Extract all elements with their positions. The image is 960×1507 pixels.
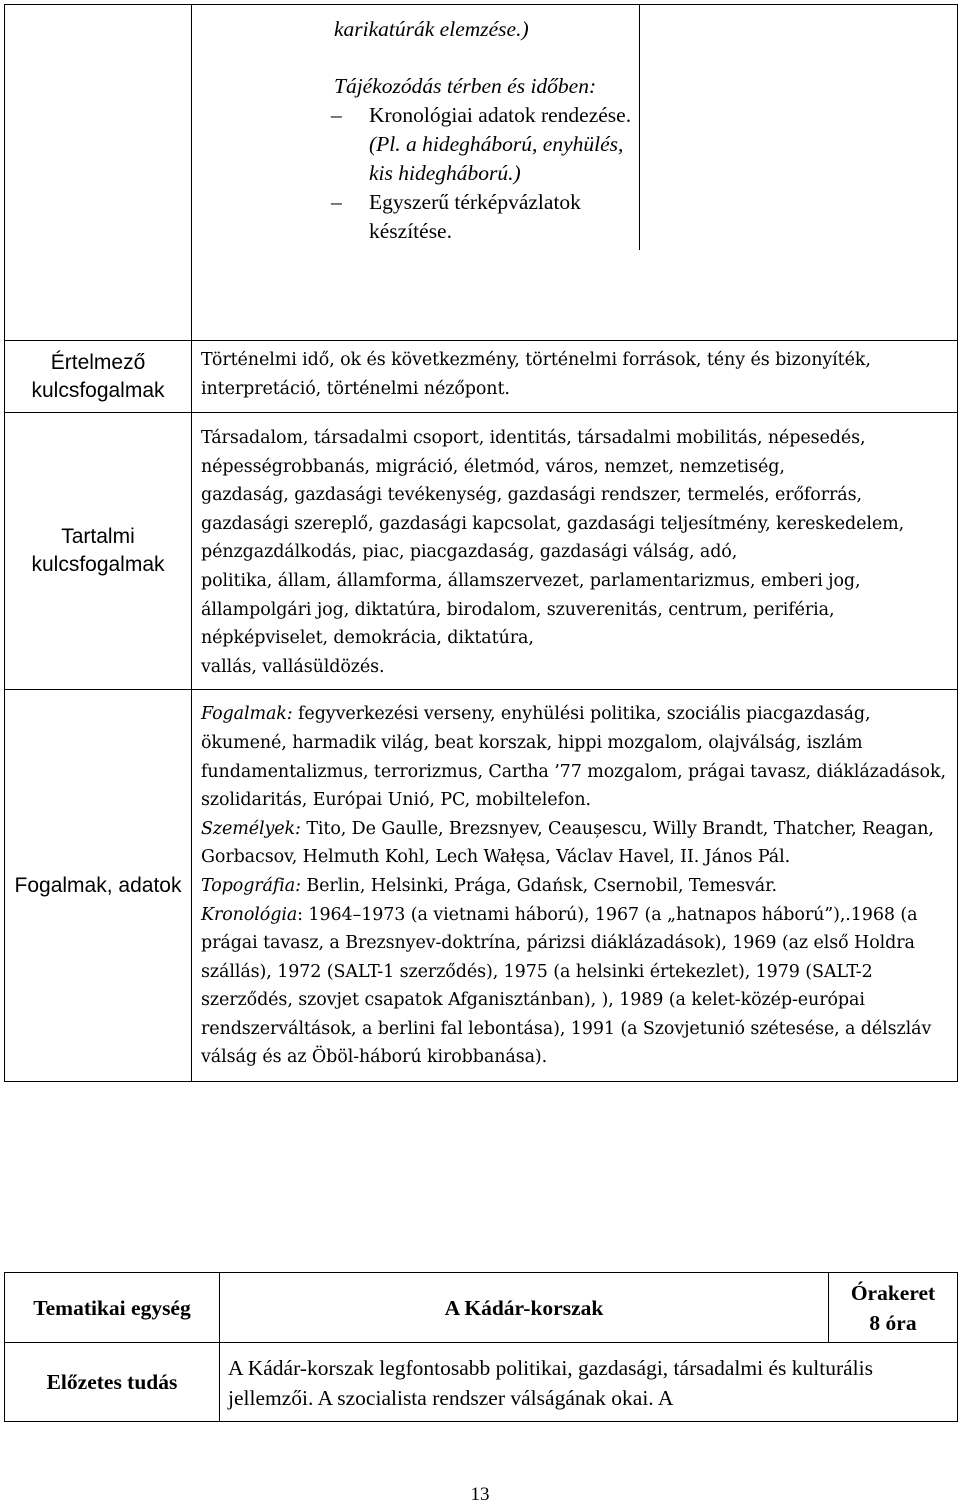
curriculum-table (4, 4, 958, 1082)
unit-label: Tematikai egység (5, 1273, 220, 1343)
topografia-paragraph: Topográfia: Berlin, Helsinki, Prága, Gdańsk, Csernobil, Temesvár. (201, 875, 777, 896)
hours-label: Órakeret (850, 1280, 936, 1305)
paragraph: politika, állam, államforma, államszervezet, parlamentarizmus, emberi jog, állampolgári jog, diktatúra, birodalom, szuverenitás, centrum, periféria, népképviselet, demokrácia, diktatúra, (201, 570, 861, 649)
orientation-heading: Tájékozódás térben és időben: (334, 74, 597, 98)
interpretive-concepts-text: Történelmi idő, ok és következmény, történelmi források, tény és bizonyíték, interpretáció, történelmi nézőpont. (192, 341, 958, 413)
concepts-data-text (192, 690, 958, 1082)
prior-knowledge-text: A Kádár-korszak legfontosabb politikai, gazdasági, társadalmi és kulturális jellemzői. A szocialista rendszer válságának okai. A (220, 1343, 958, 1422)
interpretive-concepts-row (5, 341, 958, 413)
page-number: 13 (470, 1484, 490, 1505)
content-concepts-row (5, 413, 958, 690)
empty-cell (640, 5, 957, 250)
unit-table (4, 1272, 958, 1422)
szemelyek-paragraph: Személyek: Tito, De Gaulle, Brezsnyev, Ceaușescu, Willy Brandt, Thatcher, Reagan, Gorbacsov, Helmuth Kohl, Lech Wałęsa, Václav Havel, II. János Pál. (201, 818, 934, 868)
dev-requirements-row (5, 5, 958, 341)
paragraph: gazdaság, gazdasági tevékenység, gazdasági rendszer, termelés, erőforrás, gazdasági szereplő, gazdasági kapcsolat, gazdasági teljesítmény, kereskedelem, pénzgazdálkodás, piac, piacgazdaság, gazdasági válság, adó, (201, 485, 905, 563)
list-item: – Egyszerű térképvázlatok készítése. (334, 188, 639, 246)
hours-value: 8 óra (869, 1310, 917, 1335)
row-label-concepts: Fogalmak, adatok (5, 690, 192, 1082)
paragraph: vallás, vallásüldözés. (201, 656, 385, 677)
dev-requirements-text (192, 5, 640, 250)
prior-knowledge-row (5, 1343, 958, 1422)
content-concepts-text (192, 413, 958, 690)
unit-title: A Kádár-korszak (220, 1273, 829, 1343)
intro-tail: karikatúrák elemzése.) (334, 17, 529, 41)
list-item: – Kronológiai adatok rendezése. (Pl. a hidegháború, enyhülés, kis hidegháború.) (334, 101, 639, 188)
dev-requirements-cell (192, 5, 958, 341)
orientation-list (334, 101, 639, 246)
concepts-data-row (5, 690, 958, 1082)
row-label-interpretive: Értelmező kulcsfogalmak (5, 341, 192, 413)
fogalmak-paragraph: Fogalmak: fegyverkezési verseny, enyhülési politika, szociális piacgazdaság, ökumené, harmadik világ, beat korszak, hippi mozgalom, olajválság, iszlám fundamentalizmus, terrorizmus, Cartha ’77 mozgalom, prágai tavasz, diáklázadások, szolidaritás, Európai Unió, PC, mobiltelefon. (201, 704, 946, 811)
unit-header-row (5, 1273, 958, 1343)
paragraph: Társadalom, társadalmi csoport, identitás, társadalmi mobilitás, népesedés, népességrobbanás, migráció, életmód, város, nemzet, nemzetiség, (201, 428, 866, 477)
prior-knowledge-label: Előzetes tudás (5, 1343, 220, 1422)
empty-label-cell (5, 5, 192, 341)
kronologia-paragraph: Kronológia: 1964–1973 (a vietnami háború), 1967 (a „hatnapos háború”),.1968 (a prágai tavasz, a Brezsnyev-doktrína, párizsi diáklázadások), 1969 (az első Holdra szállás), 1972 (SALT-1 szerződés), 1975 (a helsinki értekezlet), 1979 (SALT-2 szerződés, szovjet csapatok Afganisztánban), ), 1989 (a kelet-közép-európai rendszerváltások, a berlini fal lebontása), 1991 (a Szovjetunió szétesése, a délszláv válság és az Öböl-háború kirobbanása). (201, 904, 932, 1068)
row-label-content: Tartalmi kulcsfogalmak (5, 413, 192, 690)
hours-cell (829, 1273, 958, 1343)
